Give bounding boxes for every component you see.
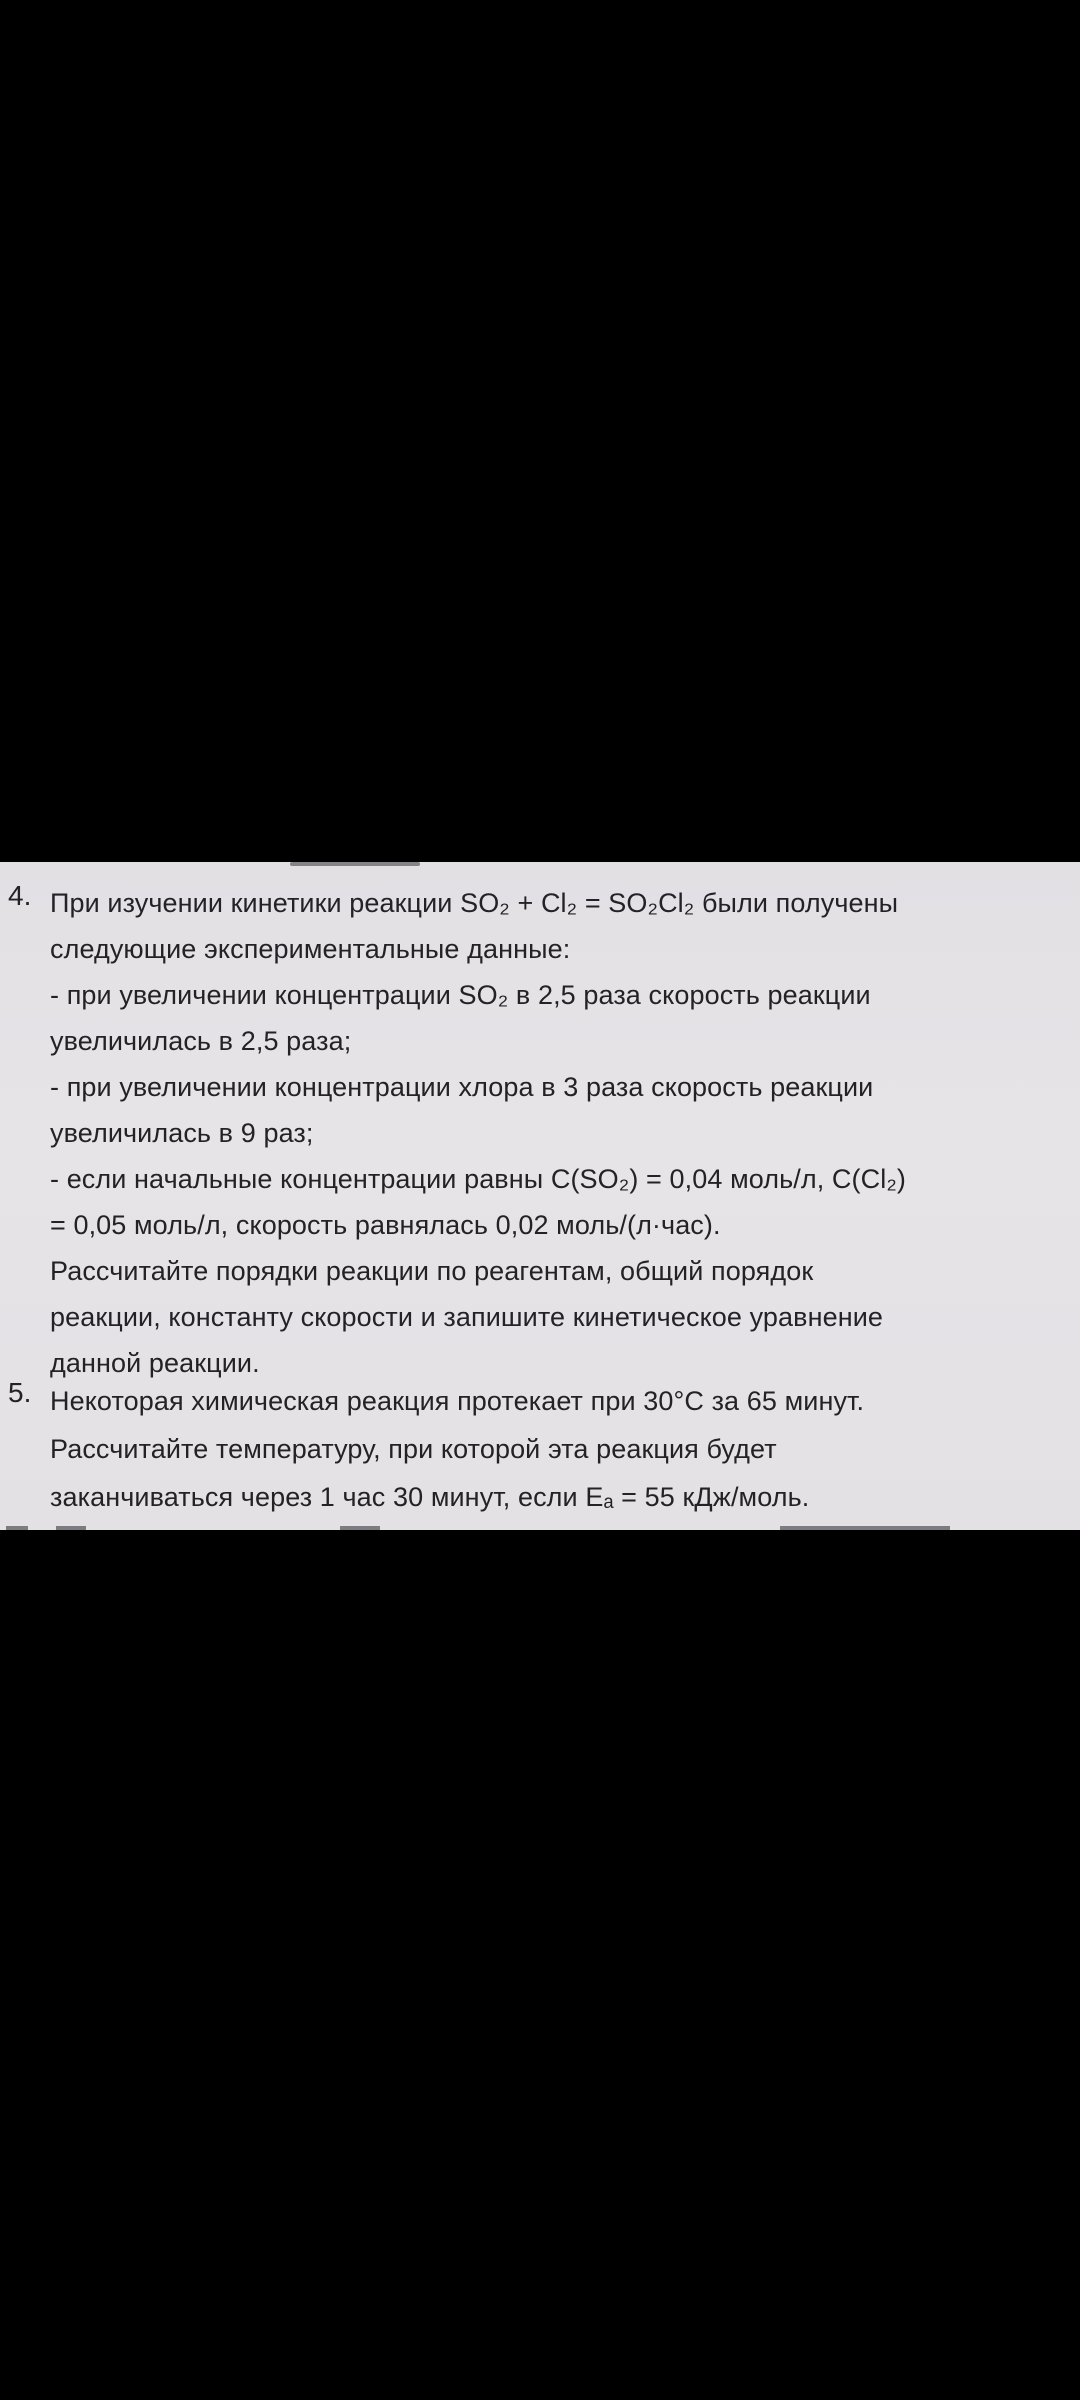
cropped-glyph — [6, 1526, 28, 1530]
task-line: При изучении кинетики реакции SO₂ + Cl₂ = SO₂Cl₂ были получены — [50, 888, 899, 918]
task-text — [50, 880, 1040, 1386]
task-line: - если начальные концентрации равны C(SO₂) = 0,04 моль/л, C(Cl₂) — [50, 1164, 906, 1194]
task-line: увеличилась в 9 раз; — [50, 1118, 314, 1148]
cropped-text-fragment-top — [290, 862, 420, 866]
task-line: Рассчитайте температуру, при которой эта реакция будет — [50, 1434, 777, 1464]
task-line: Рассчитайте порядки реакции по реагентам, общий порядок — [50, 1256, 814, 1286]
task-line: - при увеличении концентрации хлора в 3 раза скорость реакции — [50, 1072, 874, 1102]
cropped-glyph — [56, 1526, 86, 1530]
task-number: 5. — [8, 1377, 32, 1408]
task-line: увеличилась в 2,5 раза; — [50, 1026, 352, 1056]
cropped-text-fragment-bottom — [0, 1522, 1080, 1530]
document-photo — [0, 862, 1080, 1530]
task-line: - при увеличении концентрации SO₂ в 2,5 раза скорость реакции — [50, 980, 871, 1010]
task-text — [50, 1377, 1040, 1521]
cropped-glyph — [340, 1526, 380, 1530]
task-line: данной реакции. — [50, 1348, 260, 1378]
task-line: реакции, константу скорости и запишите кинетическое уравнение — [50, 1302, 884, 1332]
task-line: заканчиваться через 1 час 30 минут, если Eₐ = 55 кДж/моль. — [50, 1482, 810, 1512]
task-line: Некоторая химическая реакция протекает при 30°С за 65 минут. — [50, 1386, 865, 1416]
task-number: 4. — [8, 880, 32, 911]
task-line: следующие экспериментальные данные: — [50, 934, 571, 964]
cropped-glyph — [780, 1526, 950, 1530]
task-line: = 0,05 моль/л, скорость равнялась 0,02 моль/(л·час). — [50, 1210, 721, 1240]
